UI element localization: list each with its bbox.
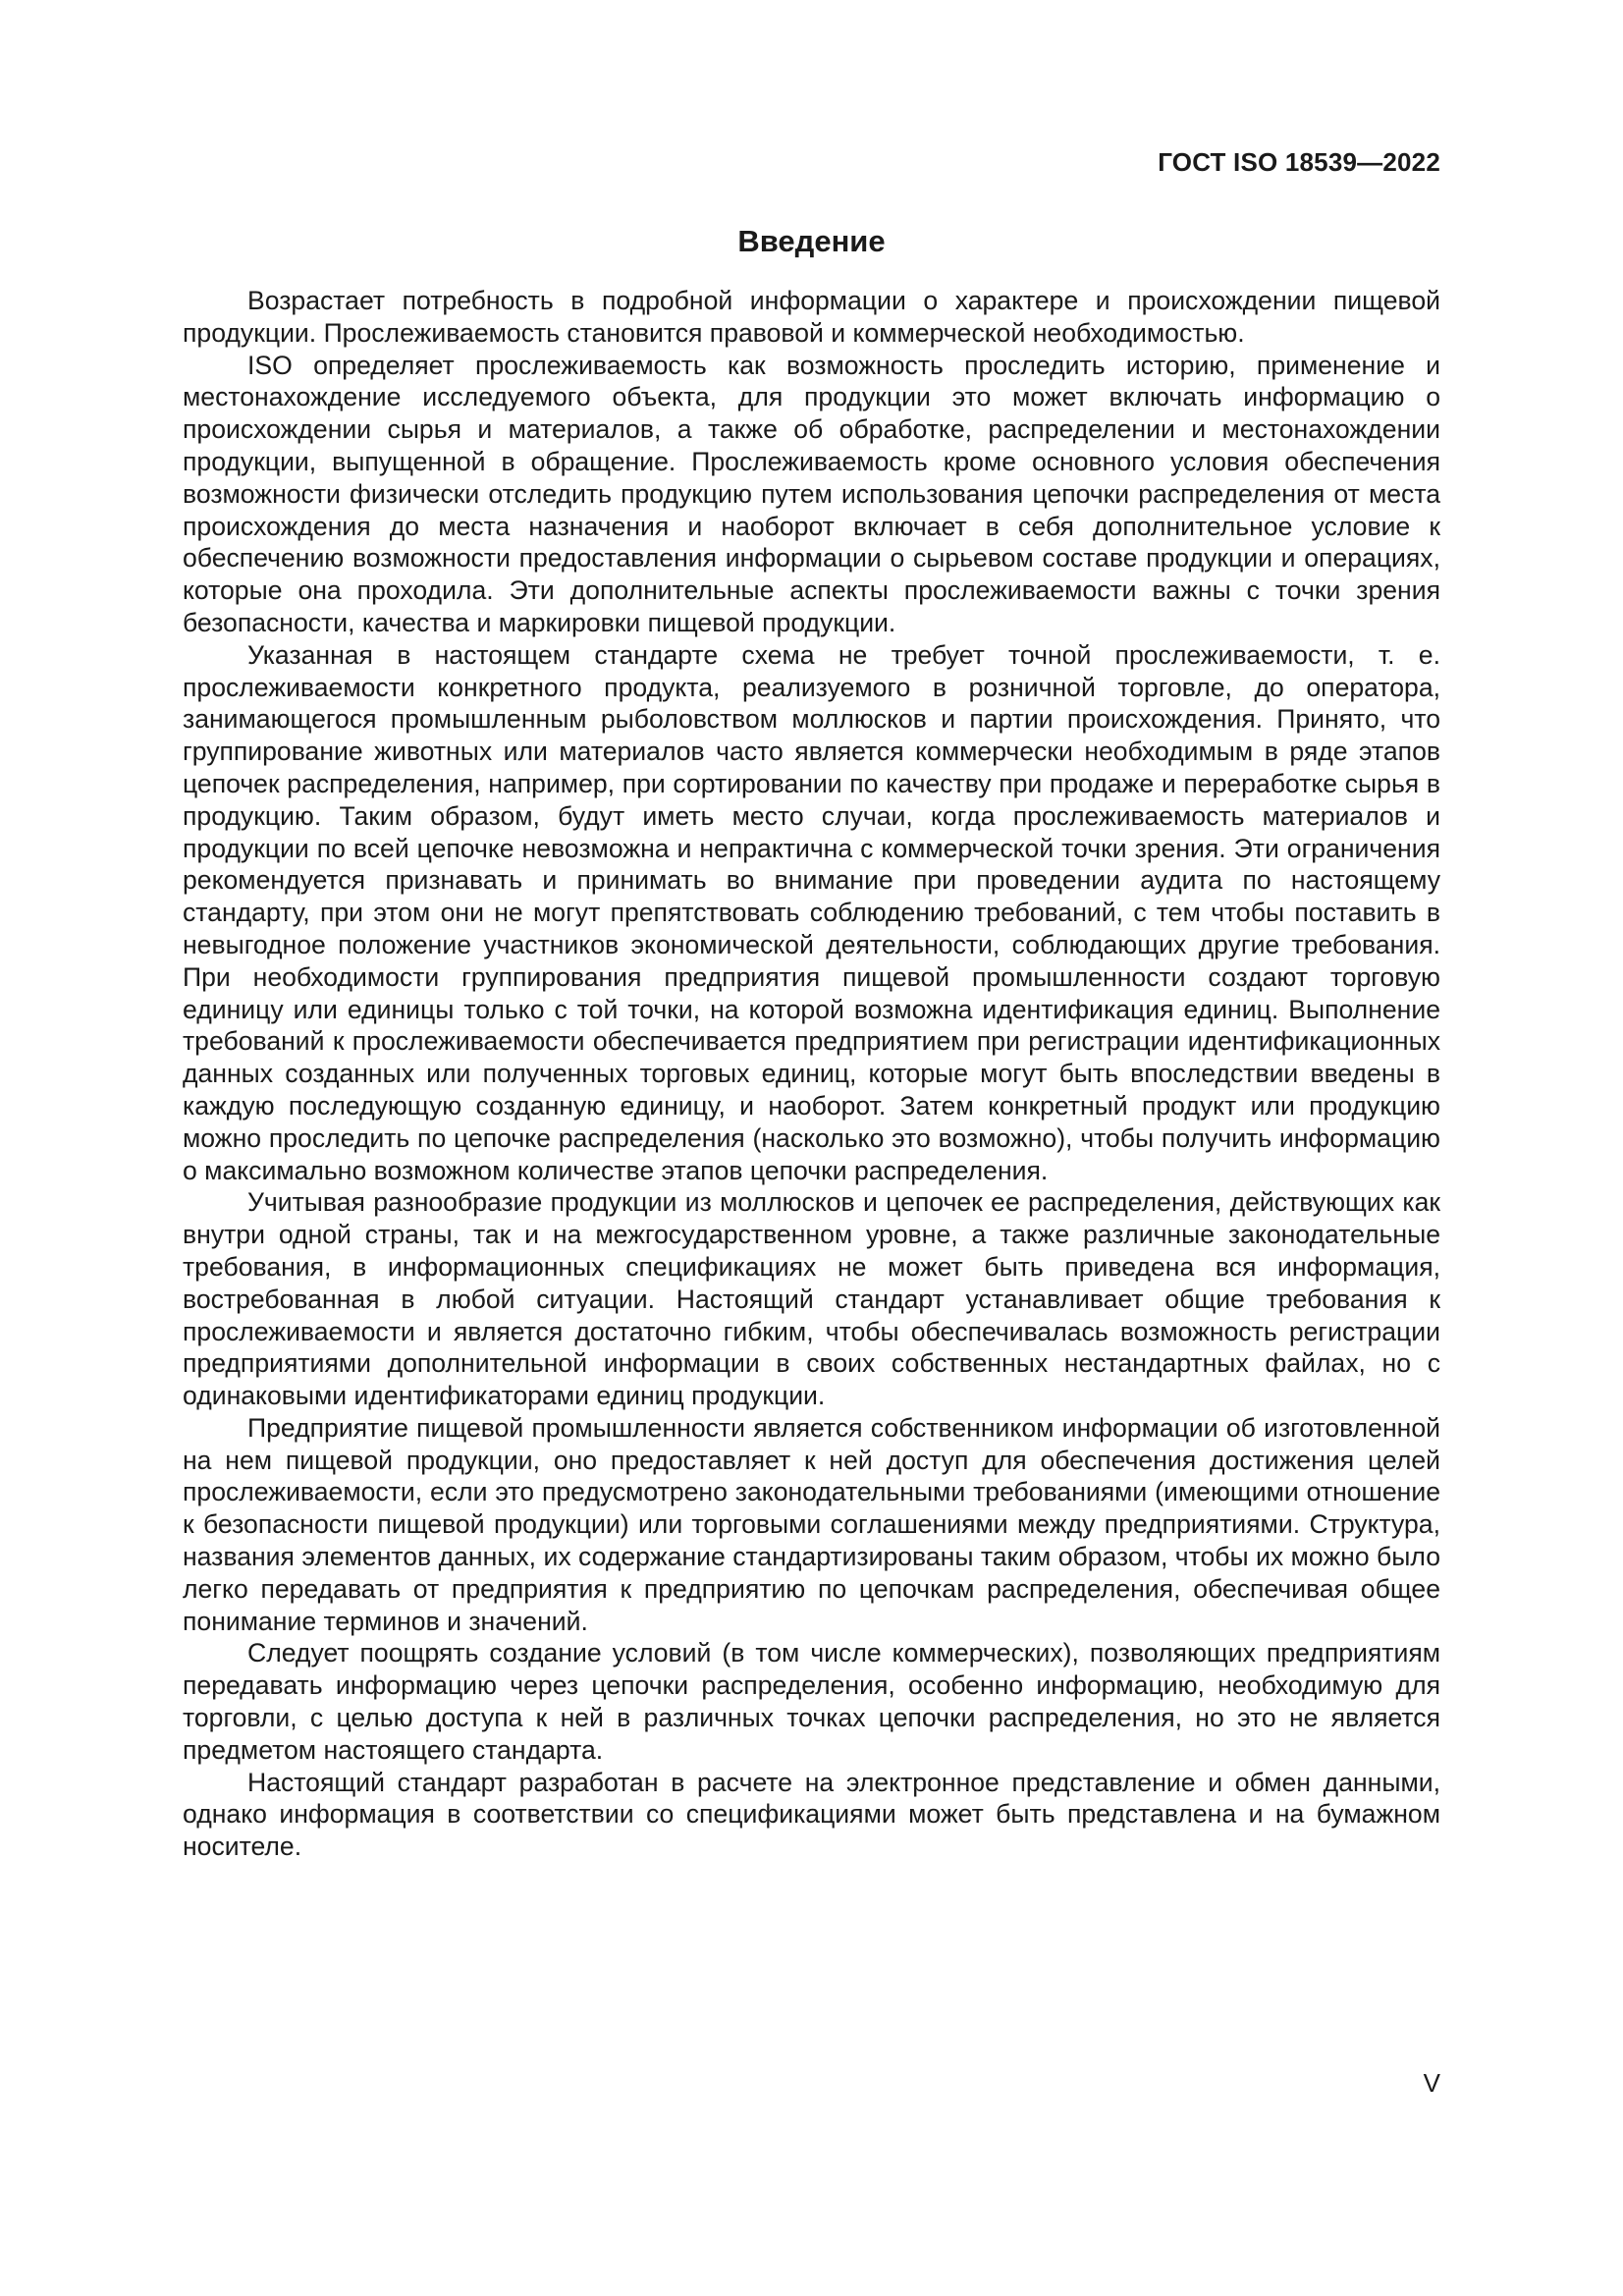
paragraph-7: Настоящий стандарт разработан в расчете на электронное представление и обмен данными, однако информация в соответствии со спецификациями может быть представлена и на бумажном носителе. xyxy=(183,1767,1440,1862)
introduction-body xyxy=(183,285,1440,1863)
paragraph-4: Учитывая разнообразие продукции из моллюсков и цепочек ее распределения, действующих как внутри одной страны, так и на межгосударственном уровне, а также различные законодательные требования, в информационных спецификациях не может быть приведена вся информация, востребованная в любой ситуации. Настоящий стандарт устанавливает общие требования к прослеживаемости и является достаточно гибким, чтобы обеспечивалась возможность регистрации предприятиями дополнительной информации в своих собственных нестандартных файлах, но с одинаковыми идентификаторами единиц продукции. xyxy=(183,1187,1440,1411)
paragraph-3: Указанная в настоящем стандарте схема не требует точной прослеживаемости, т. е. прослеживаемости конкретного продукта, реализуемого в розничной торговле, до оператора, занимающегося промышленным рыболовством моллюсков и партии происхождения. Принято, что группирование животных или материалов часто является коммерчески необходимым в ряде этапов цепочек распределения, например, при сортировании по качеству при продаже и переработке сырья в продукцию. Таким образом, будут иметь место случаи, когда прослеживаемость материалов и продукции по всей цепочке невозможна и непрактична с коммерческой точки зрения. Эти ограничения рекомендуется признавать и принимать во внимание при проведении аудита по настоящему стандарту, при этом они не могут препятствовать соблюдению требований, с тем чтобы поставить в невыгодное положение участников экономической деятельности, соблюдающих другие требования. При необходимости группирования предприятия пищевой промышленности создают торговую единицу или единицы только с той точки, на которой возможна идентификация единиц. Выполнение требований к прослеживаемости обеспечивается предприятием при регистрации идентификационных данных созданных или полученных торговых единиц, которые могут быть впоследствии введены в каждую последующую созданную единицу, и наоборот. Затем конкретный продукт или продукцию можно проследить по цепочке распределения (насколько это возможно), чтобы получить информацию о максимально возможном количестве этапов цепочки распределения. xyxy=(183,639,1440,1185)
paragraph-6: Следует поощрять создание условий (в том числе коммерческих), позволяющих предприятиям передавать информацию через цепочки распределения, особенно информацию, необходимую для торговли, с целью доступа к ней в различных точках цепочки распределения, но это не является предметом настоящего стандарта. xyxy=(183,1638,1440,1765)
paragraph-2: ISO определяет прослеживаемость как возможность проследить историю, применение и местонахождение исследуемого объекта, для продукции это может включать информацию о происхождении сырья и материалов, а также об обработке, распределении и местонахождении продукции, выпущенной в обращение. Прослеживаемость кроме основного условия обеспечения возможности физически отследить продукцию путем использования цепочки распределения от места происхождения до места назначения и наоборот включает в себя дополнительное условие к обеспечению возможности предоставления информации о сырьевом составе продукции и операциях, которые она проходила. Эти дополнительные аспекты прослеживаемости важны с точки зрения безопасности, качества и маркировки пищевой продукции. xyxy=(183,350,1440,637)
page-number: V xyxy=(1423,2068,1440,2098)
document-code: ГОСТ ISO 18539—2022 xyxy=(1158,147,1440,177)
paragraph-5: Предприятие пищевой промышленности является собственником информации об изготовленной на нем пищевой продукции, оно предоставляет к ней доступ для обеспечения достижения целей прослеживаемости, если это предусмотрено законодательными требованиями (имеющими отношение к безопасности пищевой продукции) или торговыми соглашениями между предприятиями. Структура, названия элементов данных, их содержание стандартизированы таким образом, чтобы их можно было легко передавать от предприятия к предприятию по цепочкам распределения, обеспечивая общее понимание терминов и значений. xyxy=(183,1412,1440,1636)
section-title: Введение xyxy=(737,224,886,258)
paragraph-1: Возрастает потребность в подробной информации о характере и происхождении пищевой продукции. Прослеживаемость становится правовой и коммерческой необходимостью. xyxy=(183,286,1440,348)
